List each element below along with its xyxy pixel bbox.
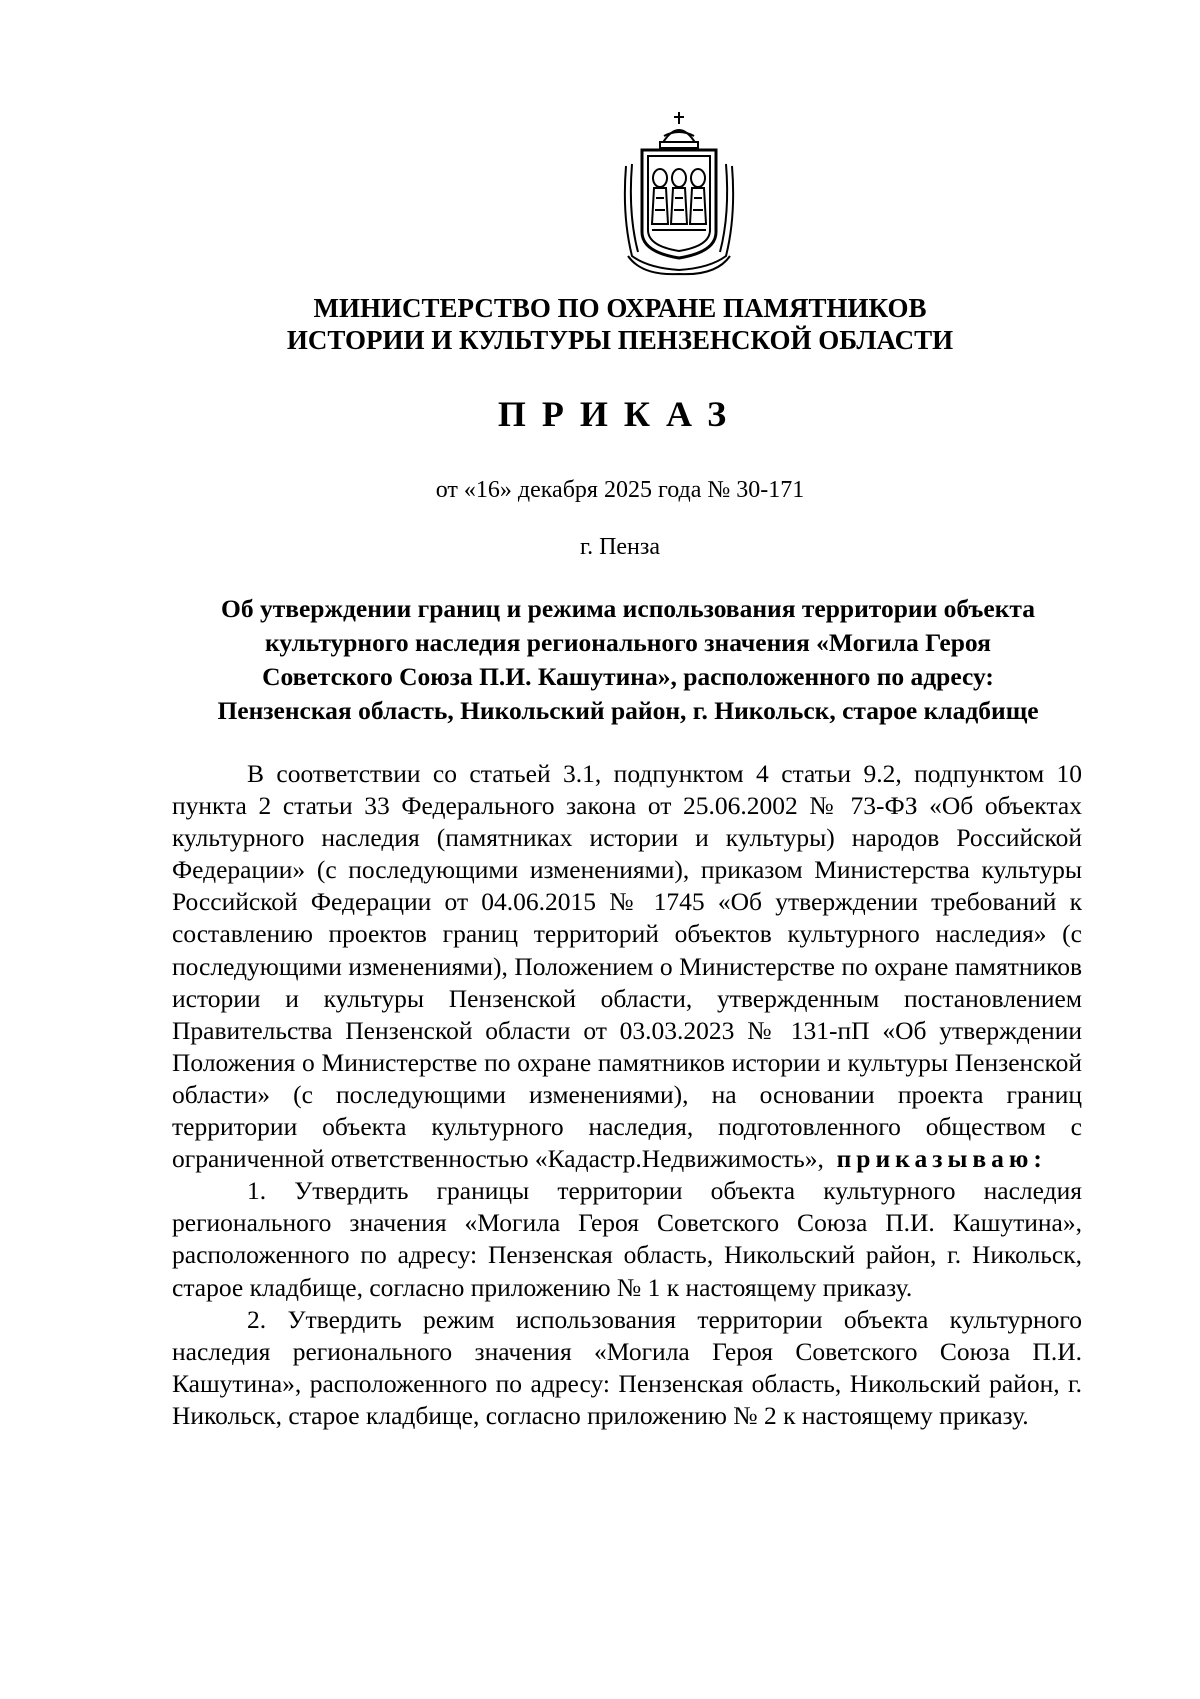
title-line-1: Об утверждении границ и режима использования территории объекта (220, 594, 1035, 623)
order-date-number: от «16» декабря 2025 года № 30-171 (435, 477, 805, 503)
order-item-1: 1. Утвердить границы территории объекта культурного наследия регионального значения «Могила Героя Советского Союза П.И. Кашутина», расположенного по адресу: Пензенская область, Никольский район, г. Никольск, старое кладбище, согласно приложению № 1 к настоящему приказу. (172, 1176, 1082, 1302)
order-item-2: 2. Утвердить режим использования территории объекта культурного наследия регионального значения «Могила Героя Советского Союза П.И. Кашутина», расположенного по адресу: Пензенская область, Никольский район, г. Никольск, старое кладбище, согласно приложению № 2 к настоящему приказу. (172, 1304, 1082, 1430)
order-title (172, 592, 1084, 728)
ministry-name (0, 292, 1200, 356)
preamble-paragraph (172, 758, 1082, 1175)
title-line-4: Пензенская область, Никольский район, г. Никольск, старое кладбище (217, 696, 1039, 725)
order-word: приказываю: (836, 1144, 1047, 1174)
ministry-line-1: МИНИСТЕРСТВО ПО ОХРАНЕ ПАМЯТНИКОВ (313, 293, 927, 323)
preamble-text: В соответствии со статьей 3.1, подпунктом 4 статьи 9.2, подпунктом 10 пункта 2 статьи 33 Федерального закона от 25.06.2002 № 73-ФЗ «Об объектах культурного наследия (памятниках истории и культуры) народов Российской Федерации» (с последующими изменениями), приказом Министерства культуры Российской Федерации от 04.06.2015 № 1745 «Об утверждении требований к составлению проектов границ территорий объектов культурного наследия» (с последующими изменениями), Положением о Министерстве по охране памятников истории и культуры Пензенской области, утвержденным постановлением Правительства Пензенской области от 03.03.2023 № 131-пП «Об утверждении Положения о Министерстве по охране памятников истории и культуры Пензенской области» (с последующими изменениями), на основании проекта границ территории объекта культурного наследия, подготовленного обществом с ограниченной ответственностью «Кадастр.Недвижимость», (172, 759, 1082, 1174)
order-body (172, 758, 1082, 1432)
document-type: ПРИКАЗ (497, 394, 743, 434)
title-line-3: Советского Союза П.И. Кашутина», расположенного по адресу: (262, 662, 994, 691)
ministry-line-2: ИСТОРИИ И КУЛЬТУРЫ ПЕНЗЕНСКОЙ ОБЛАСТИ (286, 325, 954, 355)
city-name: г. Пенза (579, 534, 661, 560)
coat-of-arms-penza-icon (618, 106, 740, 276)
title-line-2: культурного наследия регионального значения «Могила Героя (265, 628, 991, 657)
